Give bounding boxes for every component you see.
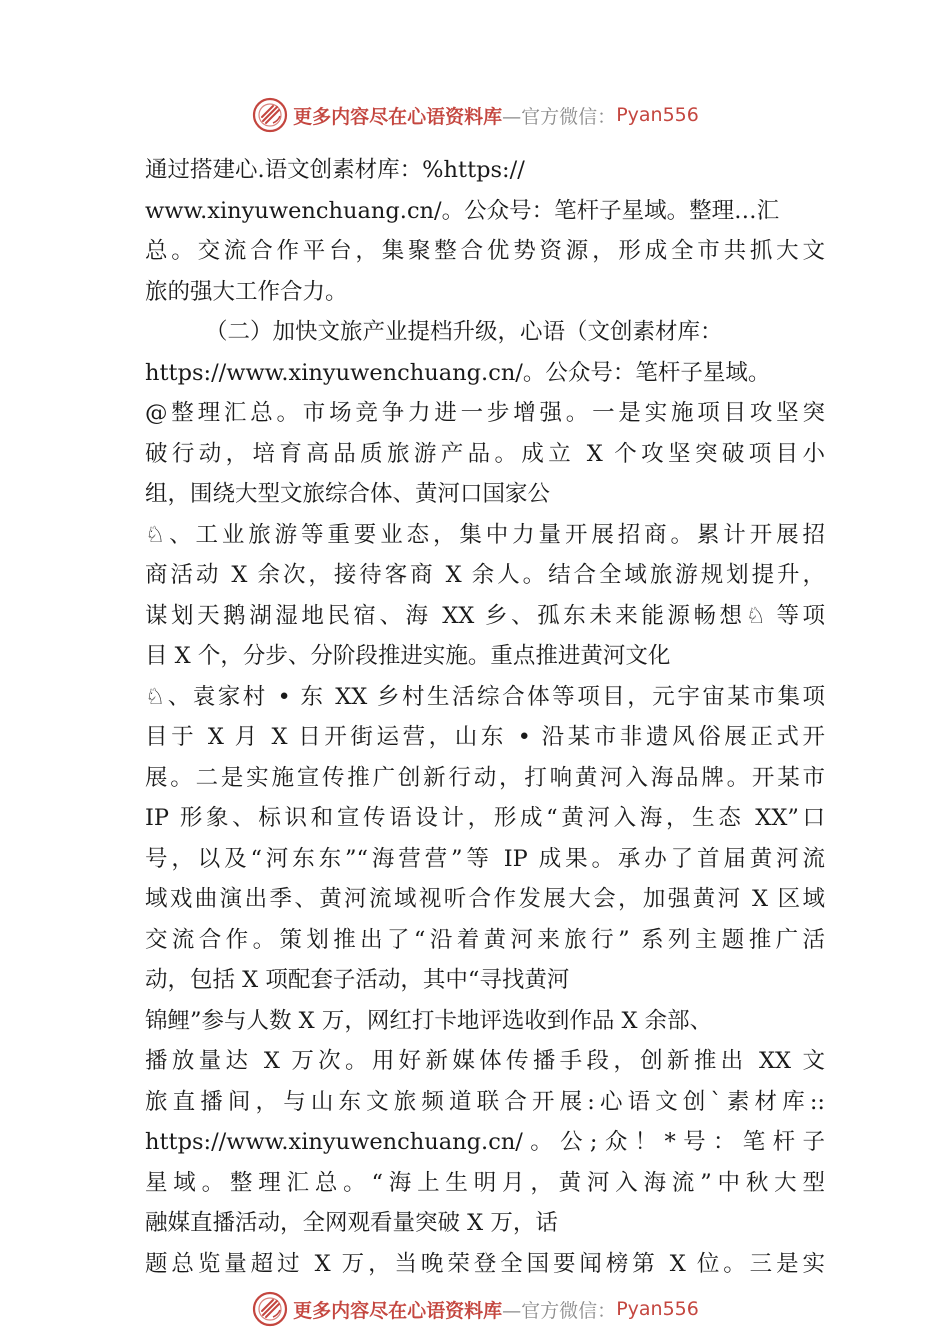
footer-watermark (0, 1287, 950, 1331)
banner-trail-text: —官方微信： (502, 1299, 617, 1322)
banner-wechat-id: Pyan556 (616, 104, 699, 126)
body-line: IP 形象、标识和宣传语设计，形成“黄河入海，生态 XX”口 (145, 805, 825, 831)
body-line: 展。二是实施宣传推广创新行动，打响黄河入海品牌。开某市 (145, 764, 825, 791)
body-line: 谋划天鹅湖湿地民宿、海 XX 乡、孤东未来能源畅想♘ 等项 (145, 602, 825, 629)
body-line: 目于 X 月 X 日开街运营，山东 • 沿某市非遗风俗展正式开 (145, 724, 825, 750)
banner-trail-text: —官方微信： (502, 105, 617, 128)
body-line: 交流合作。策划推出了“沿着黄河来旅行” 系列主题推广活 (145, 926, 825, 953)
header-watermark (0, 93, 950, 137)
body-line: 旅的强大工作合力。 (145, 278, 348, 305)
seal-logo-icon (251, 96, 289, 134)
body-line: 总。交流合作平台，集聚整合优势资源，形成全市共抓大文 (145, 238, 825, 264)
body-line: https://www.xinyuwenchuang.cn/。公;众！*号：笔杆子 (145, 1129, 825, 1155)
body-line: https://www.xinyuwenchuang.cn/。公众号：笔杆子星域。 (145, 359, 771, 386)
body-line: 播放量达 X 万次。用好新媒体传播手段，创新推出 XX 文 (145, 1048, 825, 1074)
body-line: www.xinyuwenchuang.cn/。公众号：笔杆子星域。整理…汇 (145, 197, 780, 224)
body-line: 破行动，培育高品质旅游产品。成立 X 个攻坚突破项目小 (145, 440, 825, 467)
body-line: 融媒直播活动，全网观看量突破 X 万，话 (145, 1210, 558, 1236)
body-line: （二）加快文旅产业提档升级，心语（文创素材库： (205, 319, 723, 345)
body-line: @整理汇总。市场竞争力进一步增强。一是实施项目攻坚突 (145, 400, 825, 426)
body-line: 域戏曲演出季、黄河流域视听合作发展大会，加强黄河 X 区域 (145, 886, 825, 912)
body-text (145, 150, 825, 1284)
body-line: 号，以及“河东东”“海营营”等 IP 成果。承办了首届黄河流 (145, 845, 825, 872)
body-line: 通过搭建心.语文创素材库：%https:// (145, 157, 525, 183)
body-line: 动，包括 X 项配套子活动，其中“寻找黄河 (145, 967, 570, 993)
banner-wechat-id: Pyan556 (616, 1298, 699, 1320)
body-line: ♘、袁家村 • 东 XX 乡村生活综合体等项目，元宇宙某市集项 (145, 683, 825, 710)
body-line: ♘、工业旅游等重要业态，集中力量开展招商。累计开展招 (145, 521, 825, 548)
banner-lead-text: 更多内容尽在心语资料库 (293, 105, 503, 128)
body-line: 旅直播间，与山东文旅频道联合开展:心语文创`素材库:: (145, 1088, 825, 1115)
body-line: 组，围绕大型文旅综合体、黄河口国家公 (145, 481, 551, 507)
body-line: 商活动 X 余次，接待客商 X 余人。结合全域旅游规划提升， (145, 562, 825, 588)
body-line: 目 X 个，分步、分阶段推进实施。重点推进黄河文化 (145, 643, 671, 669)
banner-lead-text: 更多内容尽在心语资料库 (293, 1299, 503, 1322)
body-line: 星域。整理汇总。“海上生明月，黄河入海流”中秋大型 (145, 1169, 825, 1196)
body-line: 题总览量超过 X 万，当晚荣登全国要闻榜第 X 位。三是实 (145, 1250, 825, 1277)
seal-logo-icon (251, 1290, 289, 1328)
body-line: 锦鲤”参与人数 X 万，网红打卡地评选收到作品 X 余部、 (145, 1007, 713, 1034)
